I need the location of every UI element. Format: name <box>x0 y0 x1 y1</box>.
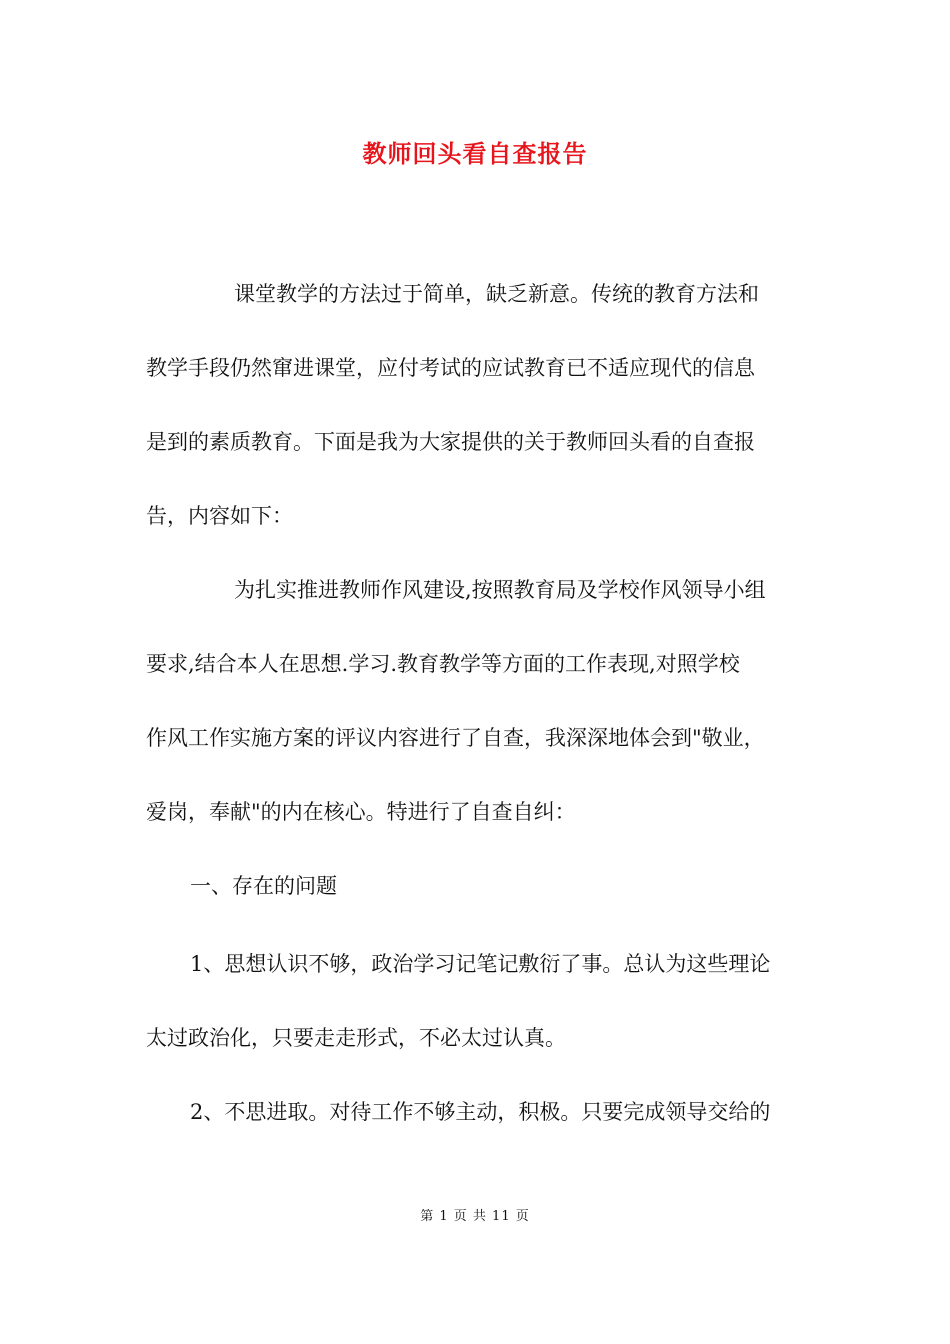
body-line: 课堂教学的方法过于简单，缺乏新意。传统的教育方法和 <box>234 282 759 306</box>
body-line: 1、思想认识不够，政治学习记笔记敷衍了事。总认为这些理论 <box>190 952 771 976</box>
body-line: 爱岗，奉献"的内在核心。特进行了自查自纠： <box>146 800 576 824</box>
body-line: 作风工作实施方案的评议内容进行了自查，我深深地体会到"敬业， <box>146 726 765 750</box>
page-number-footer: 第 1 页 共 11 页 <box>420 1209 530 1224</box>
section-heading: 一、存在的问题 <box>190 874 337 898</box>
body-line: 教学手段仍然窜进课堂，应付考试的应试教育已不适应现代的信息 <box>146 356 755 380</box>
body-line: 2、不思进取。对待工作不够主动，积极。只要完成领导交给的 <box>190 1100 771 1124</box>
body-line: 告，内容如下： <box>146 504 293 528</box>
body-line: 为扎实推进教师作风建设,按照教育局及学校作风领导小组 <box>234 578 766 602</box>
body-line: 太过政治化，只要走走形式，不必太过认真。 <box>146 1026 566 1050</box>
body-line: 是到的素质教育。下面是我为大家提供的关于教师回头看的自查报 <box>146 430 755 454</box>
page-title: 教师回头看自查报告 <box>362 139 588 168</box>
body-line: 要求,结合本人在思想.学习.教育教学等方面的工作表现,对照学校 <box>146 652 740 676</box>
